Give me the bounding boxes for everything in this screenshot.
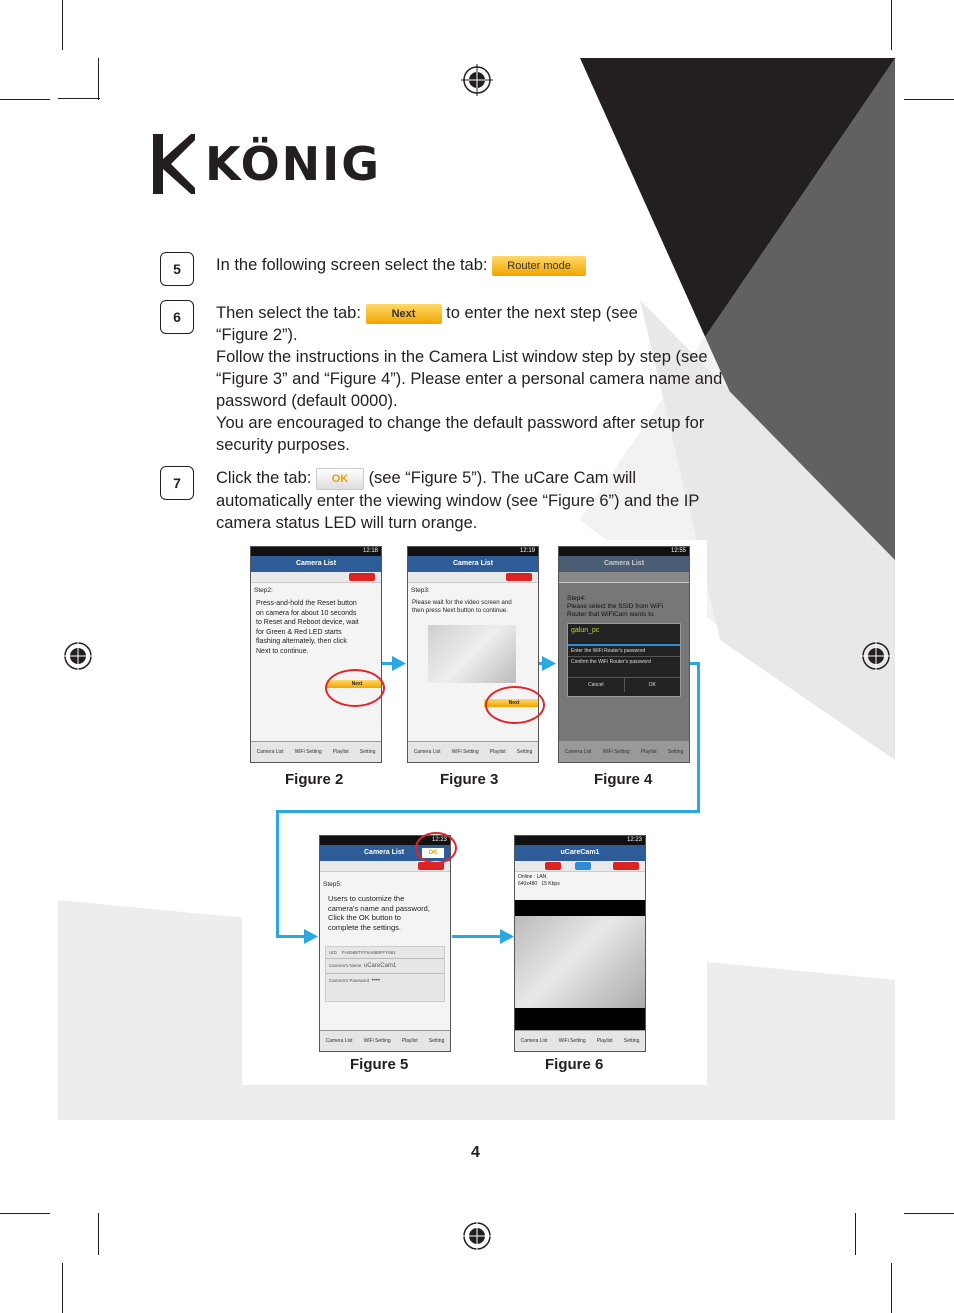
tab-bar: Camera List WiFi Setting Playlist Setting xyxy=(515,1030,645,1051)
tab-bar: Camera List WiFi Setting Playlist Setting xyxy=(559,741,689,762)
arrow-connector xyxy=(276,810,279,938)
crop-mark xyxy=(58,98,100,99)
step-label: Step5: xyxy=(323,881,342,888)
crop-mark xyxy=(62,0,63,50)
video-preview xyxy=(428,625,516,683)
phone-body-text: Please wait for the video screen and then press Next button to continue. xyxy=(412,599,512,614)
step-6-instruction-cont: to enter the next step (see xyxy=(446,304,638,322)
video-feed xyxy=(515,900,645,1030)
registration-mark-icon xyxy=(860,640,892,672)
step-6-line: security purposes. xyxy=(216,436,350,454)
step-6-first-line xyxy=(216,302,722,324)
phone-body-text: Users to customize the camera's name and password, Click the OK button to complete the settings. xyxy=(328,894,430,932)
step-number-6: 6 xyxy=(160,300,194,334)
figure-5-caption: Figure 5 xyxy=(350,1056,409,1073)
brand-logo-text: KÖNIG xyxy=(205,137,382,191)
add-icon xyxy=(349,573,375,581)
camera-password-input: •••• xyxy=(371,978,381,984)
tab-bar: Camera List WiFi Setting Playlist Setting xyxy=(408,741,538,762)
step-label: Step2: xyxy=(254,587,273,594)
step-6-line: “Figure 3” and “Figure 4”). Please enter a personal camera name and xyxy=(216,370,723,388)
tab-bar: Camera List WiFi Setting Playlist Setting xyxy=(251,741,381,762)
next-button: Next xyxy=(484,699,539,707)
crop-mark xyxy=(62,1263,63,1313)
step-7-line: camera status LED will turn orange. xyxy=(216,513,478,532)
highlight-circle xyxy=(415,832,457,864)
step-number-5: 5 xyxy=(160,252,194,286)
registration-mark-icon xyxy=(62,640,94,672)
phone-body-text: Please select the SSID from WiFi Router that WiFiCam wants to xyxy=(567,603,664,618)
close-icon xyxy=(613,862,639,870)
crop-mark xyxy=(0,1213,50,1214)
crop-mark xyxy=(0,99,50,100)
arrow-head-icon xyxy=(500,929,514,944)
status-bar: 12:23 xyxy=(320,836,450,845)
step-6-line: You are encouraged to change the default password after setup for xyxy=(216,414,705,432)
status-bar: 12:18 xyxy=(251,547,381,556)
step-7-text xyxy=(216,467,699,534)
app-title: Camera List xyxy=(251,556,381,572)
cancel-button: Cancel xyxy=(568,678,625,692)
registration-mark-icon xyxy=(461,1220,493,1252)
ok-tab: OK xyxy=(316,468,364,490)
figure-3-caption: Figure 3 xyxy=(440,771,499,788)
step-7-line: automatically enter the viewing window (see “Figure 6”) and the IP xyxy=(216,491,700,510)
figure-5-screenshot xyxy=(319,835,451,1052)
language-label: ENGLISH xyxy=(708,132,795,156)
figure-3-screenshot xyxy=(407,546,539,763)
step-number-7: 7 xyxy=(160,466,194,500)
status-bar: 12:19 xyxy=(408,547,538,556)
figure-6-screenshot xyxy=(514,835,646,1052)
app-title: Camera List xyxy=(408,556,538,572)
camera-form: UID FH4588TYFSA689FFY661 Camera's Name uCareCam1 Camera's Password •••• xyxy=(325,946,445,1002)
crop-mark xyxy=(855,1213,856,1255)
arrow-head-icon xyxy=(304,929,318,944)
step-6-line: Follow the instructions in the Camera List window step by step (see xyxy=(216,348,708,366)
page-number: 4 xyxy=(471,1144,480,1161)
next-button: Next xyxy=(327,680,382,688)
figure-4-screenshot xyxy=(558,546,690,763)
crop-mark xyxy=(904,1213,954,1214)
crop-mark xyxy=(98,1213,99,1255)
registration-mark-icon xyxy=(461,64,493,96)
step-7-instruction: Click the tab: xyxy=(216,469,312,487)
step-6-instruction: Then select the tab: xyxy=(216,304,361,322)
step-7-instruction-cont: (see “Figure 5”). The uCare Cam will xyxy=(368,469,637,487)
step-5-instruction: In the following screen select the tab: xyxy=(216,256,488,274)
camera-name-input: uCareCam1 xyxy=(363,963,397,969)
step-label: Step3: xyxy=(411,587,430,594)
app-title: uCareCam1 xyxy=(515,845,645,861)
tab-bar: Camera List WiFi Setting Playlist Setting xyxy=(320,1030,450,1051)
phone-body-text: Press-and-hold the Reset button on camera for about 10 seconds to Reset and Reboot device, wait for Green & Red LED starts flashing alternately, then click Next to continue. xyxy=(256,600,359,655)
password-field: Enter the WiFi Router's password xyxy=(568,646,680,657)
highlight-circle xyxy=(325,669,385,707)
step-5-text xyxy=(216,254,586,276)
app-title: Camera List xyxy=(320,845,450,861)
router-mode-tab: Router mode xyxy=(492,256,586,276)
connection-status: Online : LAN 640x480 15 Kbps xyxy=(518,874,560,887)
arrow-connector xyxy=(697,664,700,812)
next-tab: Next xyxy=(366,304,442,324)
arrow-head-icon xyxy=(392,656,406,671)
ok-button: OK xyxy=(422,848,444,858)
crop-mark xyxy=(98,58,99,100)
record-icon xyxy=(545,862,561,870)
arrow-connector xyxy=(452,935,502,938)
step-6-text xyxy=(216,302,722,456)
status-bar: 12:23 xyxy=(515,836,645,845)
highlight-circle xyxy=(485,686,545,724)
konig-logo-icon xyxy=(153,134,195,194)
step-6-line: “Figure 2”). xyxy=(216,326,298,344)
step-7-first-line xyxy=(216,467,699,490)
ok-button: OK xyxy=(648,682,656,688)
figure-2-screenshot xyxy=(250,546,382,763)
confirm-password-field: Confirm the WiFi Router's password xyxy=(568,657,680,678)
step-6-line: password (default 0000). xyxy=(216,392,398,410)
crop-mark xyxy=(891,0,892,50)
arrow-connector xyxy=(276,810,700,813)
step-label: Step4: xyxy=(567,595,586,602)
wifi-icon xyxy=(575,862,591,870)
add-icon xyxy=(506,573,532,581)
wifi-dialog xyxy=(567,623,681,697)
figure-6-caption: Figure 6 xyxy=(545,1056,604,1073)
arrow-head-icon xyxy=(542,656,556,671)
crop-mark xyxy=(891,1263,892,1313)
app-title: Camera List xyxy=(559,556,689,572)
figure-4-caption: Figure 4 xyxy=(594,771,653,788)
crop-mark xyxy=(904,99,954,100)
ssid-name: galun_pc xyxy=(568,624,680,646)
crop-mark xyxy=(855,58,856,100)
figure-2-caption: Figure 2 xyxy=(285,771,344,788)
status-bar: 12:55 xyxy=(559,547,689,556)
